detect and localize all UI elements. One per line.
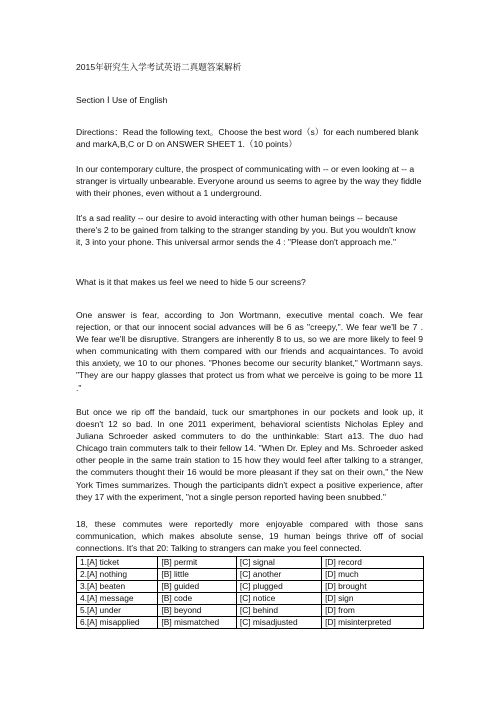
option-cell: [D] sign [322, 593, 424, 605]
table-row [77, 569, 424, 581]
document-title: 2015年研究生入学考试英语二真题答案解析 [76, 62, 242, 72]
table-row [77, 557, 424, 569]
section-heading: Section Ⅰ Use of English [76, 95, 168, 105]
directions-text: Directions：Read the following text。Choose the best word（s）for each numbered blank and markA,B,C or D on ANSWER SHEET 1.（10 points） [76, 127, 419, 150]
option-cell: [D] record [322, 557, 424, 569]
option-cell: [C] behind [236, 605, 321, 617]
paragraph-5: But once we rip off the bandaid, tuck our smartphones in our pockets and look up, it doesn't 12 so bad. In one 2011 experiment, behavioral scientists Nicholas Epley and Juliana Schroeder asked commuters to do the unthinkable: Start a13. The duo had Chicago train commuters talk to their fellow 14. "When Dr. Epley and Ms. Schroeder asked other people in the same train station to 15 how they would feel after talking to a stranger, the commuters thought their 16 would be more pleasant if they sat on their own," the New York Times summarizes. Though the participants didn't expect a positive experience, after they 17 with the experiment, "not a single person reported having been snubbed." [76, 407, 423, 502]
option-cell: [B] little [158, 569, 236, 581]
table-row [77, 593, 424, 605]
option-cell: [C] signal [236, 557, 321, 569]
option-cell: [B] code [158, 593, 236, 605]
option-cell: [C] misadjusted [236, 617, 321, 629]
option-cell: 3.[A] beaten [77, 581, 158, 593]
option-cell: [D] from [322, 605, 424, 617]
option-cell: [C] another [236, 569, 321, 581]
option-cell: [D] misinterpreted [322, 617, 424, 629]
paragraph-6: 18, these commutes were reportedly more enjoyable compared with those sans communication, which makes absolute sense, 19 human beings thrive off of social connections. It's that 20: Talking to strangers can make you feel connected. [76, 519, 423, 554]
option-cell: [D] much [322, 569, 424, 581]
option-cell: [B] guided [158, 581, 236, 593]
options-table [76, 556, 424, 629]
option-cell: 4.[A] message [77, 593, 158, 605]
option-cell: [B] mismatched [158, 617, 236, 629]
option-cell: [B] permit [158, 557, 236, 569]
option-cell: 2.[A] nothing [77, 569, 158, 581]
option-cell: 1.[A] ticket [77, 557, 158, 569]
table-row [77, 581, 424, 593]
paragraph-2: It's a sad reality -- our desire to avoid interacting with other human beings -- because there's 2 to be gained from talking to the stranger standing by you. But you wouldn't know it, 3 into your phone. This universal armor sends the 4 : "Please don't approach me." [76, 213, 416, 248]
paragraph-1: In our contemporary culture, the prospect of communicating with -- or even looking at -- a stranger is virtually unbearable. Everyone around us seems to agree by the way they fiddle with their phones, even without a 1 underground. [76, 164, 422, 199]
option-cell: [C] notice [236, 593, 321, 605]
paragraph-3: What is it that makes us feel we need to hide 5 our screens? [76, 277, 306, 287]
table-row [77, 617, 424, 629]
paragraph-4: One answer is fear, according to Jon Wortmann, executive mental coach. We fear rejection, or that our innocent social advances will be 6 as "creepy,". We fear we'll be 7 . We fear we'll be disruptive. Strangers are inherently 8 to us, so we are more likely to feel 9 when communicating with them compared with our friends and acquaintances. To avoid this anxiety, we 10 to our phones. "Phones become our security blanket," Wortmann says. "They are our happy glasses that protect us from what we perceive is going to be more 11 ." [76, 310, 423, 393]
option-cell: [B] beyond [158, 605, 236, 617]
option-cell: [D] brought [322, 581, 424, 593]
table-row [77, 605, 424, 617]
option-cell: [C] plugged [236, 581, 321, 593]
option-cell: 6.[A] misapplied [77, 617, 158, 629]
option-cell: 5.[A] under [77, 605, 158, 617]
